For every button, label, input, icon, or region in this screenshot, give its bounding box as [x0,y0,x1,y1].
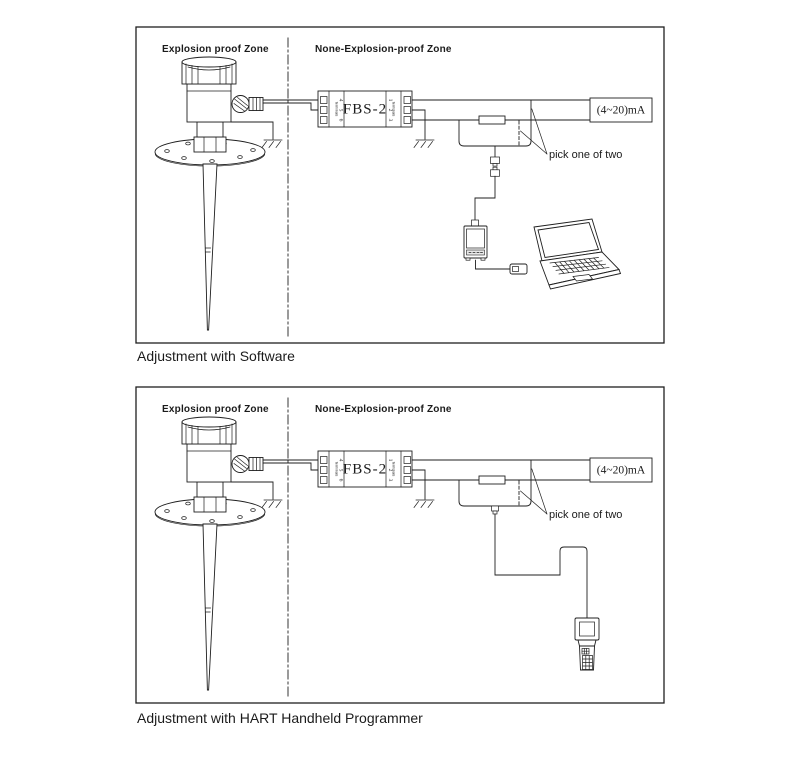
hart-handheld-programmer-icon [575,618,599,670]
panel1-schematic [136,27,664,343]
hart-modem-icon [464,220,487,260]
panel2-caption: Adjustment with HART Handheld Programmer [137,710,423,726]
software-hookup [464,146,621,289]
panel1-caption: Adjustment with Software [137,348,295,364]
laptop-icon [534,219,621,289]
cable-connector-icon [491,157,500,176]
cable-strain-relief [492,506,499,514]
handheld-hookup [492,506,600,670]
usb-plug-icon [510,264,527,274]
